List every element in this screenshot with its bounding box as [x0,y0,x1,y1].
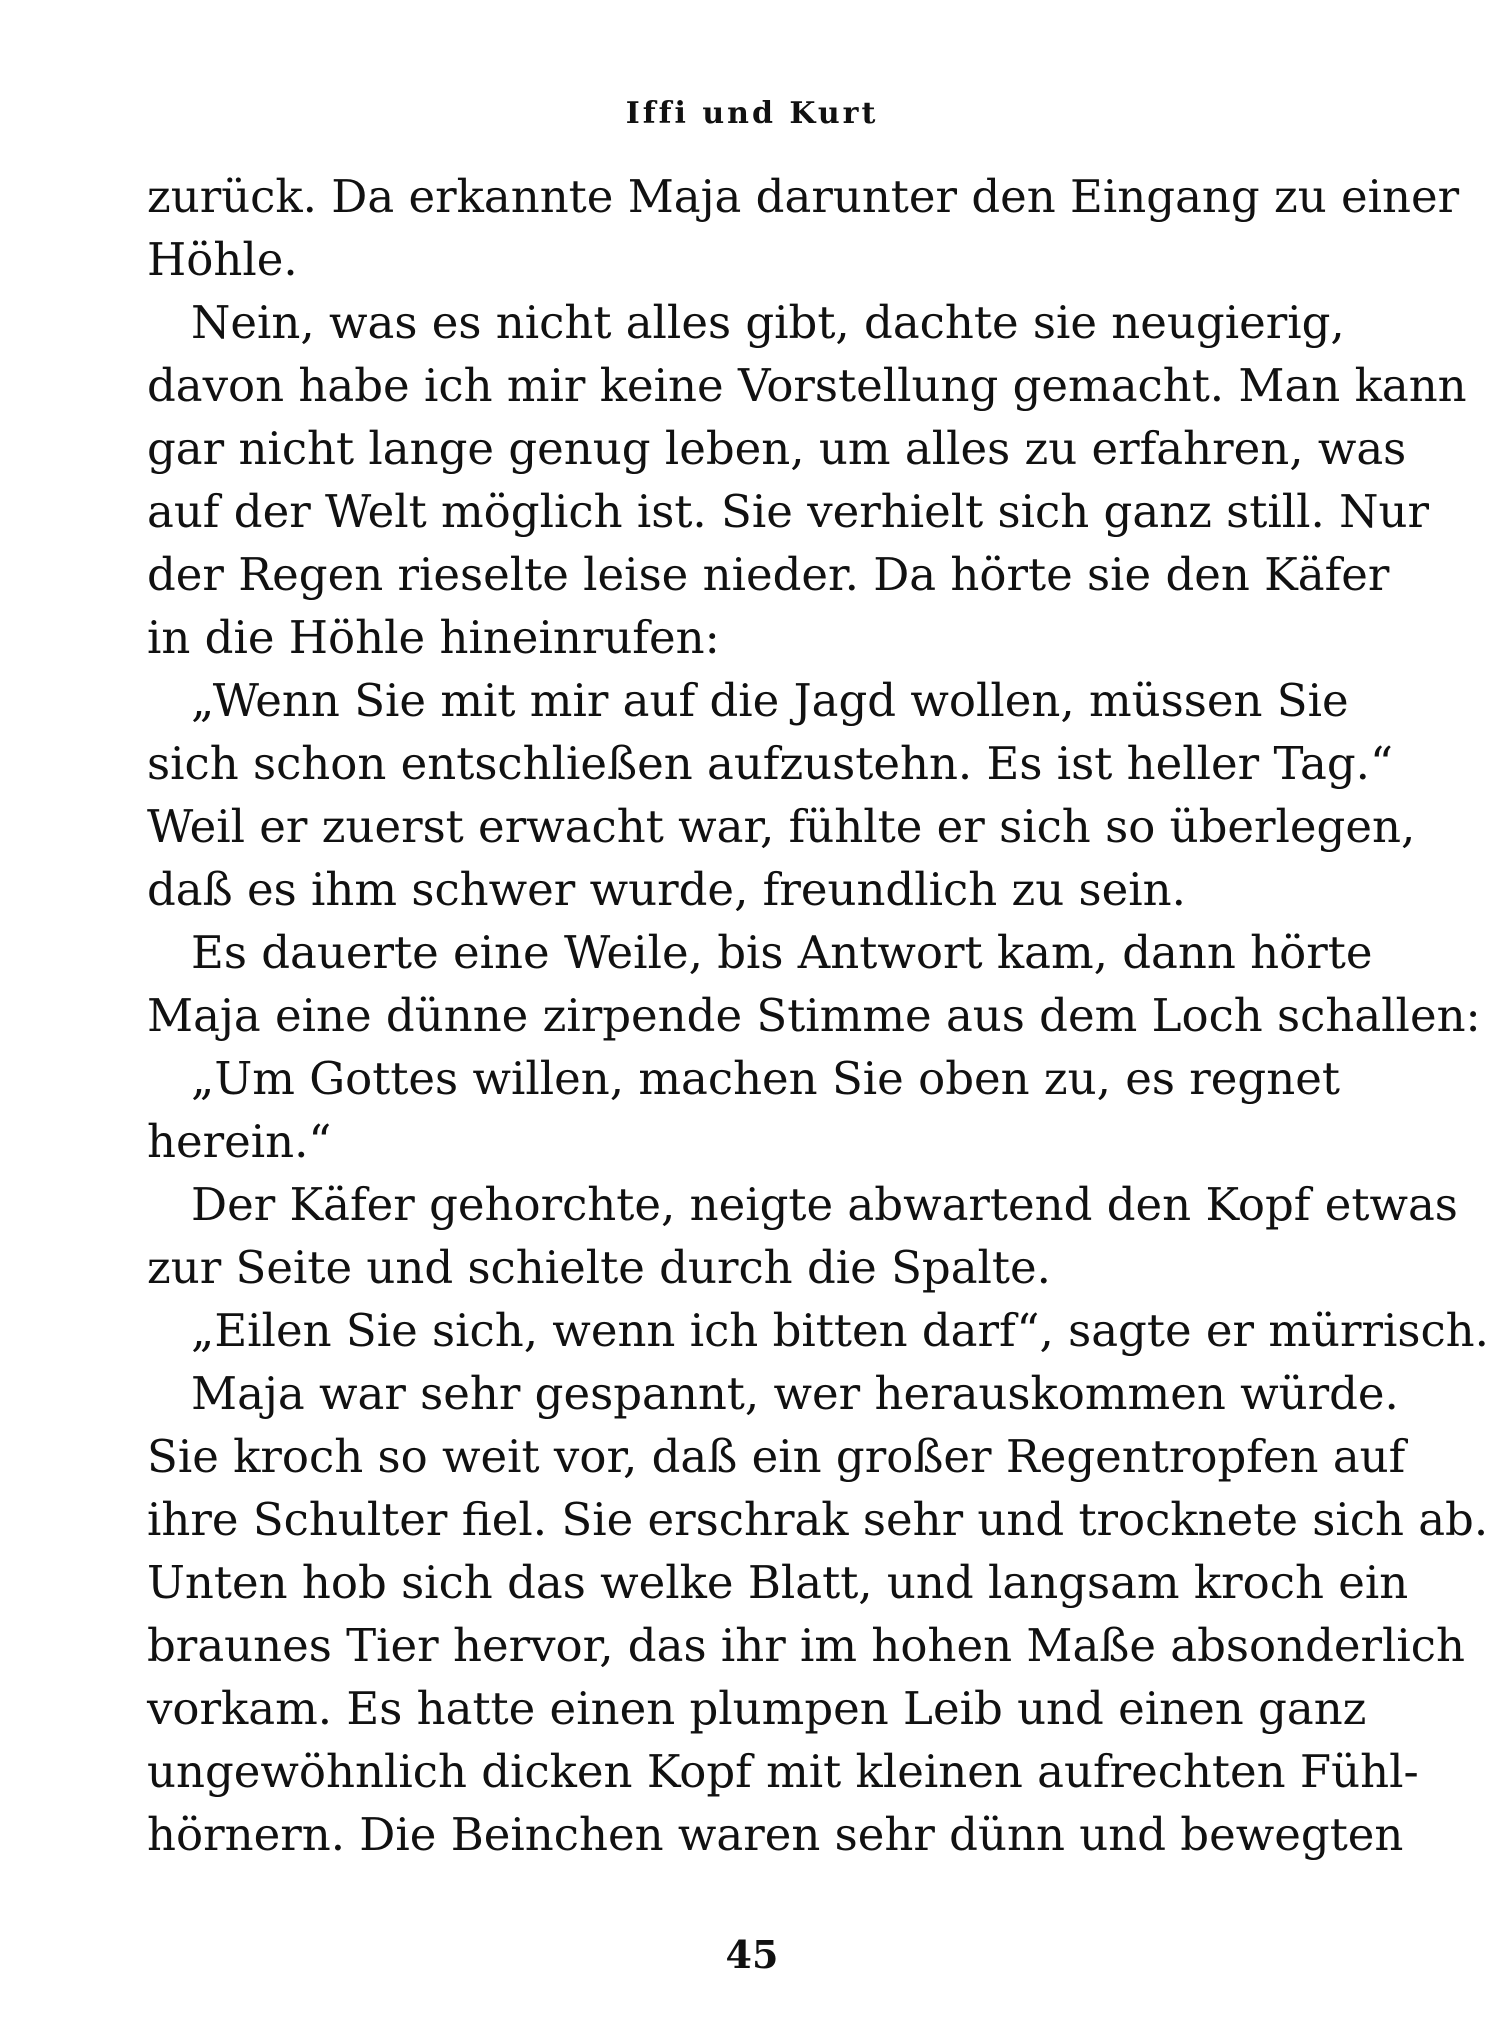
body-text [147,165,1489,1866]
text-line: „Wenn Sie mit mir auf die Jagd wollen, müssen Sie [191,674,1349,727]
text-line: ihre Schulter fiel. Sie erschrak sehr und trocknete sich ab. [147,1493,1489,1546]
text-line: zurück. Da erkannte Maja darunter den Eingang zu einer [147,170,1460,223]
text-line: „Eilen Sie sich, wenn ich bitten darf“, sagte er mürrisch. [191,1304,1489,1357]
text-line: Der Käfer gehorchte, neigte abwartend den Kopf etwas [191,1178,1458,1231]
text-line: zur Seite und schielte durch die Spalte. [147,1241,1051,1294]
running-head: Iffi und Kurt [625,96,879,131]
text-line: herein.“ [147,1115,332,1168]
text-line: Es dauerte eine Weile, bis Antwort kam, dann hörte [191,926,1373,979]
text-line: ungewöhnlich dicken Kopf mit kleinen aufrechten Fühl- [147,1745,1419,1798]
text-line: Höhle. [147,233,298,286]
text-line: braunes Tier hervor, das ihr im hohen Maße absonderlich [147,1619,1465,1672]
page-number: 45 [725,1932,779,1977]
text-line: Unten hob sich das welke Blatt, und langsam kroch ein [147,1556,1409,1609]
text-line: gar nicht lange genug leben, um alles zu erfahren, was [147,422,1407,475]
text-line: Maja war sehr gespannt, wer herauskommen würde. [191,1367,1399,1420]
text-line: auf der Welt möglich ist. Sie verhielt sich ganz still. Nur [147,485,1429,538]
text-line: Sie kroch so weit vor, daß ein großer Regentropfen auf [147,1430,1406,1483]
text-line: der Regen rieselte leise nieder. Da hörte sie den Käfer [147,548,1390,601]
text-line: in die Höhle hineinrufen: [147,611,720,664]
text-line: hörnern. Die Beinchen waren sehr dünn und bewegten [147,1808,1404,1861]
text-line: vorkam. Es hatte einen plumpen Leib und einen ganz [147,1682,1367,1735]
text-line: „Um Gottes willen, machen Sie oben zu, es regnet [191,1052,1340,1105]
text-line: sich schon entschließen aufzustehn. Es ist heller Tag.“ [147,737,1393,790]
text-line: daß es ihm schwer wurde, freundlich zu sein. [147,863,1186,916]
text-line: Weil er zuerst erwacht war, fühlte er sich so überlegen, [147,800,1416,853]
text-line: davon habe ich mir keine Vorstellung gemacht. Man kann [147,359,1467,412]
text-line: Nein, was es nicht alles gibt, dachte sie neugierig, [191,296,1345,349]
text-line: Maja eine dünne zirpende Stimme aus dem Loch schallen: [147,989,1481,1042]
